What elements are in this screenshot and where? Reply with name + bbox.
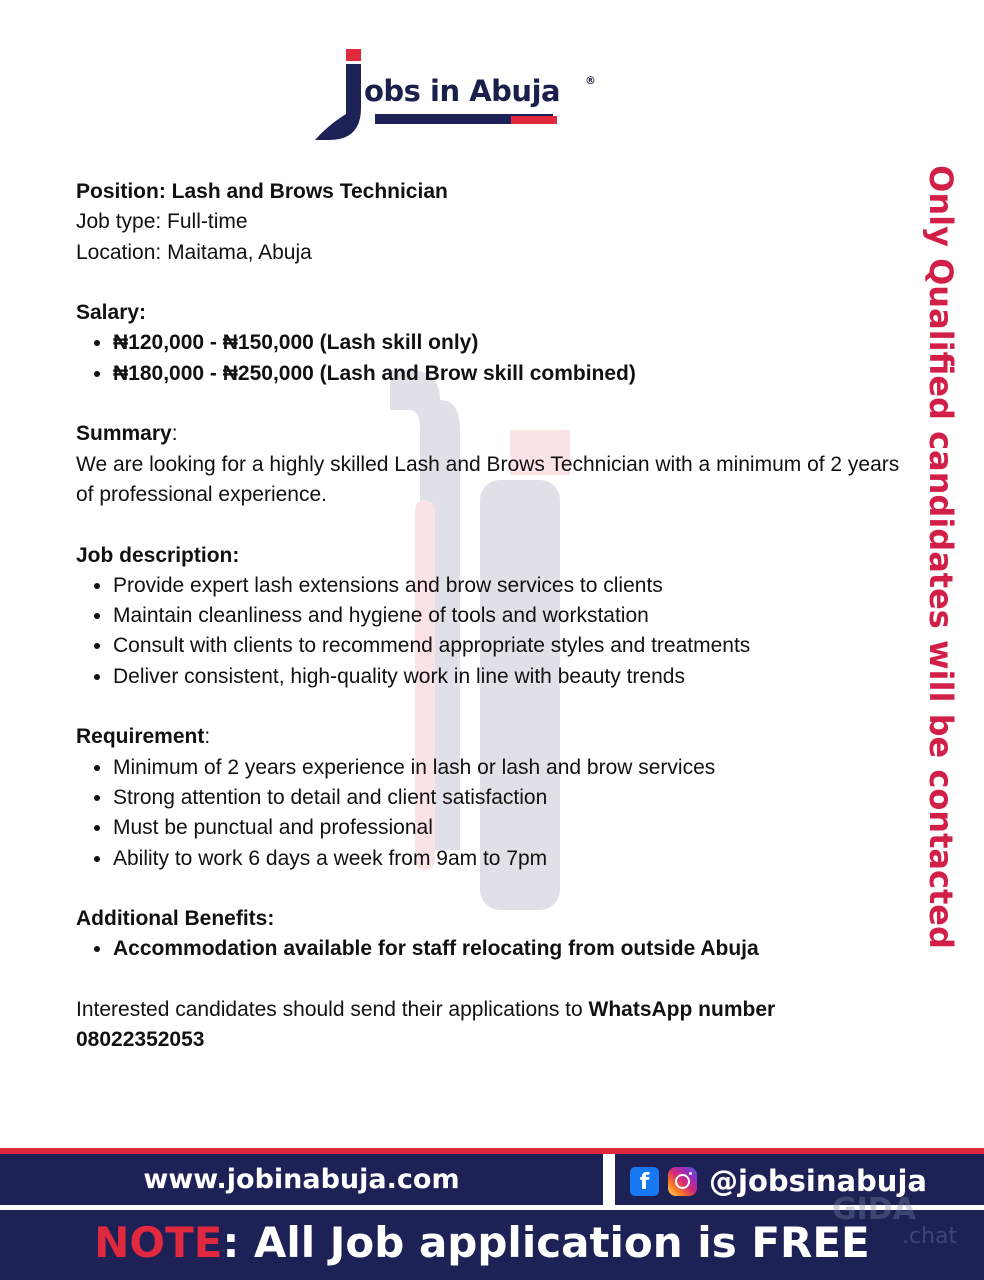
salary-list (76, 328, 906, 389)
requirement-item: • Must be punctual and professional (113, 813, 906, 843)
summary-heading-line (76, 419, 906, 449)
requirement-heading: Requirement (76, 725, 205, 749)
instagram-icon[interactable] (668, 1167, 697, 1196)
qualified-candidates-note (915, 160, 967, 955)
apply-instructions (76, 995, 906, 1056)
apply-text: Interested candidates should send their applications to (76, 998, 589, 1022)
gida-watermark (822, 1192, 962, 1262)
footer-divider (603, 1154, 615, 1206)
summary-heading: Summary (76, 422, 172, 446)
requirement-item: • Minimum of 2 years experience in lash or lash and brow services (113, 753, 906, 783)
social-handle[interactable]: @jobsinabuja (709, 1164, 927, 1198)
requirement-item: • Strong attention to detail and client satisfaction (113, 783, 906, 813)
gida-chat-text: .chat (902, 1224, 958, 1249)
benefits-heading: Additional Benefits: (76, 907, 275, 931)
requirement-colon: : (204, 725, 211, 749)
note-text: : All Job application is FREE (222, 1218, 870, 1267)
registered-mark: ® (585, 74, 596, 87)
job-posting (76, 177, 906, 1056)
side-note-text: Only Qualified candidates will be contacted (922, 165, 960, 949)
description-item: • Consult with clients to recommend appropriate styles and treatments (113, 631, 906, 661)
summary-text: We are looking for a highly skilled Lash and Brows Technician with a minimum of 2 years of professional experience. (76, 452, 900, 506)
description-list (76, 571, 906, 692)
salary-heading: Salary: (76, 301, 147, 325)
position-title: Position: Lash and Brows Technician (76, 180, 448, 203)
requirement-item: • Ability to work 6 days a week from 9am to 7pm (113, 844, 906, 874)
logo-text: obs in Abuja (364, 74, 561, 108)
description-item: • Deliver consistent, high-quality work in line with beauty trends (113, 662, 906, 692)
benefits-list (76, 934, 906, 964)
job-type: Job type: Full-time (76, 210, 248, 234)
benefit-item: • Accommodation available for staff relocating from outside Abuja (113, 934, 906, 964)
description-item: • Provide expert lash extensions and brow services to clients (113, 571, 906, 601)
salary-item: • ₦120,000 - ₦150,000 (Lash skill only) (113, 328, 906, 358)
description-item: • Maintain cleanliness and hygiene of tools and workstation (113, 601, 906, 631)
salary-item: • ₦180,000 - ₦250,000 (Lash and Brow skill combined) (113, 359, 906, 389)
free-application-note (0, 1212, 964, 1274)
description-heading: Job description: (76, 543, 240, 567)
note-prefix: NOTE (94, 1218, 223, 1267)
requirement-heading-line (76, 722, 906, 752)
requirement-list (76, 753, 906, 874)
gida-logo-text: GIDA (832, 1192, 916, 1227)
summary-colon: : (171, 422, 178, 446)
whatsapp-number: WhatsApp number 08022352053 (76, 998, 776, 1052)
jobs-in-abuja-logo (315, 46, 605, 142)
website-link[interactable]: www.jobinabuja.com (143, 1164, 460, 1195)
job-location: Location: Maitama, Abuja (76, 240, 312, 264)
facebook-icon[interactable]: f (630, 1167, 659, 1196)
